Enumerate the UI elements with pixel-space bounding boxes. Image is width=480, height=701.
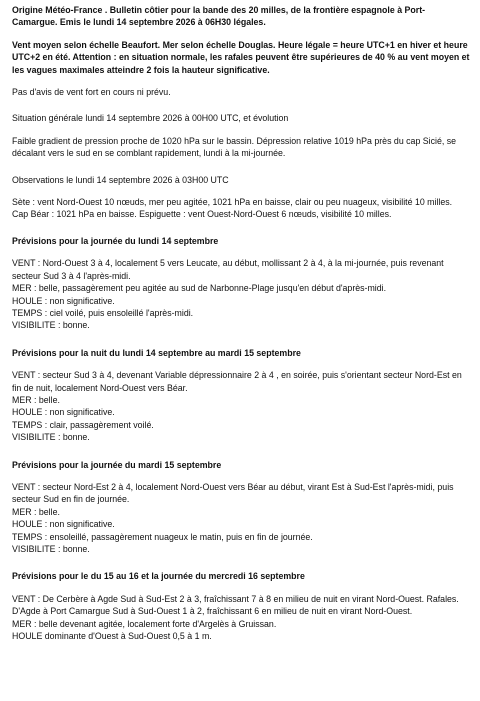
forecast-line-wind: VENT : Nord-Ouest 3 à 4, localement 5 vers Leucate, au début, mollissant 2 à 4, à la mi-journée, puis revenant secteur Sud 3 à 4 l'après-midi. [12, 258, 447, 281]
observations-text: Sète : vent Nord-Ouest 10 nœuds, mer peu agitée, 1021 hPa en baisse, clair ou peu nuageux, visibilité 10 milles. Cap Béar : 1021 hPa en baisse. Espiguette : vent Ouest-Nord-Ouest 6 nœuds, visibilité 10 milles. [12, 197, 453, 220]
forecast-line-visibility: VISIBILITE : bonne. [12, 544, 90, 554]
bulletin-scales-note: Vent moyen selon échelle Beaufort. Mer selon échelle Douglas. Heure légale = heure UTC+1 en hiver et heure UTC+2 en été. Attention : en situation normale, les rafales peuvent être supérieures de 40 % au vent moyen et les vagues maximales atteindre 2 fois la hauteur significative. [12, 39, 470, 75]
forecast-title: Prévisions pour la journée du lundi 14 septembre [12, 235, 219, 246]
forecast-line-visibility: VISIBILITE : bonne. [12, 320, 90, 331]
forecast-line-swell: HOULE : non significative. [12, 295, 115, 306]
forecast-line-swell: HOULE : non significative. [12, 407, 115, 418]
observations-title: Observations le lundi 14 septembre 2026 à 03H00 UTC [12, 174, 229, 185]
forecast-line-weather: TEMPS : clair, passagèrement voilé. [12, 419, 154, 430]
forecast-line-wind: VENT : secteur Sud 3 à 4, devenant Variable dépressionnaire 2 à 4 , en soirée, puis s'orientant secteur Nord-Est en fin de nuit, localement Nord-Ouest vers Béar. [12, 370, 465, 393]
forecast-title: Prévisions pour la journée du mardi 15 septembre [12, 459, 222, 470]
bulletin-origin: Origine Météo-France . Bulletin côtier pour la bande des 20 milles, de la frontière espagnole à Port-Camargue. Emis le lundi 14 septembre 2026 à 06H30 légales. [12, 5, 426, 28]
situation-title: Situation générale lundi 14 septembre 2026 à 00H00 UTC, et évolution [12, 113, 289, 124]
forecast-line-sea: MER : belle, passagèrement peu agitée au sud de Narbonne-Plage jusqu'en début d'après-midi. [12, 283, 387, 294]
forecast-title: Prévisions pour la nuit du lundi 14 septembre au mardi 15 septembre [12, 347, 301, 358]
forecast-section-4 [12, 570, 470, 642]
wind-warning-notice: Pas d'avis de vent fort en cours ni prévu. [12, 87, 171, 98]
forecast-line-weather: TEMPS : ensoleillé, passagèrement nuageux le matin, puis en fin de journée. [12, 531, 313, 542]
forecast-section-2 [12, 347, 470, 444]
situation-text: Faible gradient de pression proche de 1020 hPa sur le bassin. Dépression relative 1019 hPa près du cap Sicié, se décalant vers le sud en se comblant rapidement, lundi à la mi-journée. [12, 135, 457, 159]
forecast-line-swell: HOULE : non significative. [12, 519, 115, 530]
forecast-line-sea: MER : belle. [12, 506, 60, 517]
forecast-section-1 [12, 235, 470, 332]
forecast-line-weather: TEMPS : ciel voilé, puis ensoleillé l'après-midi. [12, 307, 194, 318]
forecast-line-sea: MER : belle devenant agitée, localement forte d'Argelès à Gruissan. [12, 618, 277, 629]
forecast-title: Prévisions pour le du 15 au 16 et la journée du mercredi 16 septembre [12, 571, 305, 582]
forecast-line-visibility: VISIBILITE : bonne. [12, 432, 90, 443]
forecast-line-wind: VENT : De Cerbère à Agde Sud à Sud-Est 2 à 3, fraîchissant 7 à 8 en milieu de nuit en virant Nord-Ouest. Rafales. D'Agde à Port Camargue Sud à Sud-Ouest 1 à 2, fraîchissant 6 en milieu de nuit en virant Nord-Ouest. [12, 593, 462, 617]
forecast-line-swell: HOULE dominante d'Ouest à Sud-Ouest 0,5 à 1 m. [12, 631, 212, 642]
forecast-section-3 [12, 459, 470, 556]
forecast-line-wind: VENT : secteur Nord-Est 2 à 4, localement Nord-Ouest vers Béar au début, virant Est à Sud-Est l'après-midi, puis secteur Sud en fin de journée. [12, 481, 457, 505]
forecast-line-sea: MER : belle. [12, 394, 60, 405]
